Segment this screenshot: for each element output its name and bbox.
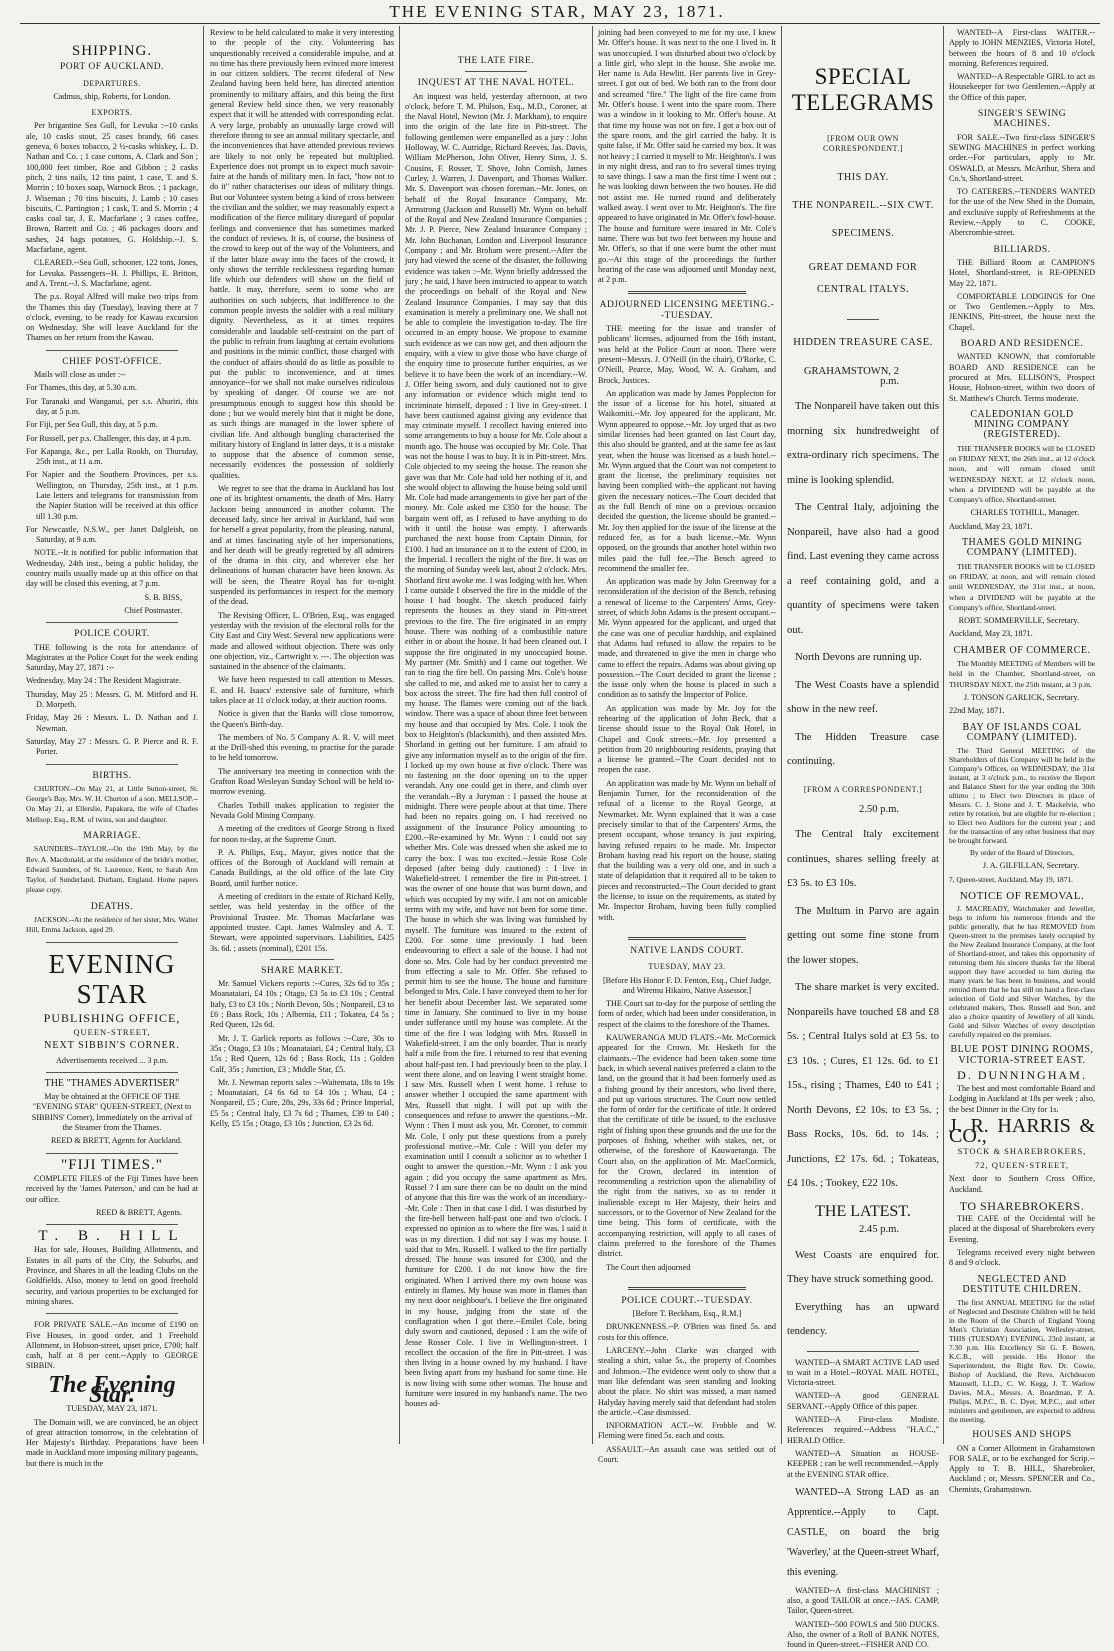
column-rule — [781, 26, 782, 1444]
share-vickers: Mr. Samuel Vickers reports :--Cures, 32s 6d to 35s ; Moanataiari, £4 10s ; Otago, £3 5s to £3 10s ; Central Italy, £3 to £3 10s ; North Devon, 50s ; Nonpareil, £3 to £6 ; Bass Rock, 10s ; Albernia, £11 ; Tokatea, £4 5s ; Red Queen, 12s 6d. — [210, 979, 394, 1030]
divider — [628, 291, 746, 294]
native-text: The Court then adjourned — [606, 1262, 691, 1272]
sharebrokers-ad-2: Telegrams received every night between 8 and 9 o'clock. — [949, 1248, 1095, 1268]
mail-item: For Thames, this day, at 5.30 a.m. — [26, 383, 137, 393]
private-sale-text: FOR PRIVATE SALE.--An income of £190 on Five Houses, in good order, and 1 Freehold Allotment, in Hobson-street, upset price, £700; half cash, half at 8 per cent.--Apply to GEORGE SIBBIN. — [26, 1320, 198, 1371]
chamber-sig: J. TONSON GARLICK, Secretary. — [963, 692, 1079, 702]
police-before: [Before T. Beckham, Esq., R.M.] — [632, 1309, 742, 1319]
news-banks: Notice is given that the Banks will close tomorrow, the Queen's Birth-day. — [210, 709, 394, 729]
houses-heading: HOUSES AND SHOPS — [972, 1430, 1072, 1441]
wanted-ad: WANTED--A Strong LAD as an Apprentice.--Apply to Capt. CASTLE, on board the brig 'Waverley,' at the Queen-street Wharf, this evening. — [787, 1486, 939, 1578]
board-heading: BOARD AND RESIDENCE. — [960, 339, 1084, 350]
singer-heading: SINGER'S SEWING MACHINES. — [977, 109, 1067, 130]
tuesday-line: TUESDAY, MAY 23, 1871. — [66, 1404, 158, 1414]
domain-text: The Domain will, we are convinced, be an object of great attraction tomorrow, in the celebration of Her Majesty's Birthday. Preparations have been made in Auckland more imposing military pageants, but there is much in the — [26, 1417, 198, 1468]
divider — [46, 622, 178, 623]
native-before: [Before His Honor F. D. Fenton, Esq., Chief Judge, and Wiremu Hikairo, Native Assessor.] — [602, 975, 772, 995]
this-day: THIS DAY. — [837, 171, 889, 183]
wanted-ad: WANTED--A good GENERAL SERVANT.--Apply Office of this paper. — [787, 1391, 939, 1411]
divider — [628, 937, 746, 940]
departures-text: Cadmus, ship, Roberts, for London. — [53, 91, 171, 101]
chamber-date: 22nd May, 1871. — [949, 706, 1005, 716]
from-correspondent-2: [FROM A CORRESPONDENT.] — [803, 784, 923, 794]
port-heading: PORT OF AUCKLAND. — [59, 62, 165, 73]
thames-advertiser-text: May be obtained at the OFFICE OF THE "EVENING STAR" QUEEN-STREET, (Next to SIBBINS' Corner), Immediately on the arrival of the Steamer from the Thames. — [31, 1092, 193, 1133]
mail-item: For Russell, per p.s. Challenger, this day, at 4 p.m. — [26, 433, 192, 443]
news-strong: A meeting of the creditors of George Strong is fixed for noon to-day, at the Supreme Court. — [210, 824, 394, 844]
news-kelly: A meeting of creditors in the estate of Richard Kelly, settler, was held yesterday in the office of the Provisional Trustee. Mr. Thomas Macfarlane was appointed trustee. Capt. James Walmsley and A. T. Stewart, were appointed supervisors. Liabilities, £425 3s. 6d. ; assets (nominal), £201 15s. — [210, 892, 394, 953]
column-6 — [949, 28, 1095, 1494]
alfred-text: The p.s. Royal Alfred will make two trips from the Thames this day (Tuesday), leaving there at 7 o'clock, evening, to be ready for Kawau excursion on Wednesday. She will leave Auckland for the Thames on her return from the Kawau. — [26, 292, 198, 343]
editorial-review: Review to be held calculated to make it very interesting to the people of the city. Volunteering has unquestionably received a considerable impulse, and at no time has there previously been evinced more interest in our citizen soldiers. The recent tifederal of New Zealand having been held here, has directed attention prominently to military affairs, and this being the first general Review held since then, we very reasonably expect that it will be attended with corresponding eclat. A very large, probably an unusually large crowd will therefore throng to see an annual military spectacle, and the inconveniences that have attended previous reviews are likely to not only be repeated but multiplied. Experience does not prompt us to expect much savoir-faire at the hands of military men. In fact, "how not to do it" rather characterises our ideas of military things. But our Volunteer system being a kind of cross between the civilian and the soldier, we may reasonably expect a modification of the fierce military disregard of popular feelings and convenience that has sometimes marked the conduct of reviews. It is, of course, the business of the crowd to keep out of the way of the Volunteers, and if the latter blaze away into the faces of the crowd, it only shows the terrible recklessness regarding human life which our defenders will show on the field of battle. It may, therefore, seem to some who are authorities on such subjects, that indifference to the common people invests the soldier with a real military dignity. Nevertheless, as it at times requires considerable and laudable self-restraint on the part of the public to refrain from laughing at certain evolutions and positions in the mimic conflict, those charged with the conduct of affairs should do as little as possible to put the public to inconvenience, and at times annoyance--for we shall not make ourselves ridiculous by speaking of danger. Of course we are not presumptuous enough to suggest how this should be done ; but we would merely hint that it might be done, as such things are managed in the lower sphere of civilian life. And although bungling characterised the military history of England in latter days, it is a mistake to suppose that the absence of common sense, necessarily evidences the possession of soldierly qualities. — [210, 28, 394, 480]
chamber-ad: The Monthly MEETING of Members will be held in the Chamber, Shortland-street, on THURSDAY NEXT, the 25th instant, at 3 p.m. — [949, 659, 1095, 689]
singer-ad: FOR SALE.--Two first-class SINGER'S SEWING MACHINES in perfect working order.--For particulars, apply to Mr. OSWALD, at Messrs. McArthur, Shera and Co.'s, Shortland-street. — [949, 132, 1095, 183]
bay-islands-ad: The Third General MEETING of the Shareholders of this Company will be held in the Company's Offices, on WEDNESDAY, the 31st instant, at 3 o'clock p.m., to receive the Report and Balance Sheet for the year ending the 30th ultimo ; to Elect two Directors in place of Messrs. C. J. Stone and J. T. Mackelvie, who retire by rotation, but are eligible for re-election ; to Elect two Auditors for the current year ; and for the transaction of any other business that may be brought forward. — [949, 746, 1095, 846]
postoffice-heading: CHIEF POST-OFFICE. — [62, 356, 162, 367]
fiji-text: COMPLETE FILES of the Fiji Times have been received by the 'James Paterson,' and can be had at our office. — [26, 1173, 198, 1204]
special-telegrams-heading: SPECIAL TELEGRAMS — [791, 64, 935, 115]
column-rule — [592, 26, 593, 1444]
licensing-text: An application was made by Mr. Joy for the rehearing of the application of John Beck, that a license should issue to the Royal Oak Hotel, in Chapel and Cook streets.--Mr. Joy presented a petition from 20 neighbouring residents, praying that a license be granted.--The Court decided not to reopen the case. — [598, 703, 776, 775]
police-text: INFORMATION ACT.--W. Frobble and W. Fleming were fined 5s. each and costs. — [598, 1421, 776, 1441]
thames-gold-date: Auckland, May 23, 1871. — [949, 629, 1033, 639]
fiji-title: "FIJI TIMES." — [61, 1156, 163, 1173]
thames-gold-heading: THAMES GOLD MINING COMPANY (LIMITED). — [961, 537, 1083, 559]
licensing-text: An application was made by John Greenway for a reconsideration of the decision of the Bench, refusing a renewal of license to the Carpenters' Arms, Grey-street, of which John Adams is the present occupant.--Mr. Wynn appeared for the applicant, and urged that the case was one of peculiar hardship, and explained that Adams had refused to allow the repairs to be made, and threatened to give the men in charge who came to effect the repairs. Adams was about giving up possession.--The Court decided to grant the license ; the issue only when the house is placed in such a condition as to satisfy the Inspector of Police. — [598, 577, 776, 700]
postmaster-signature: S. B. BISS, — [144, 592, 182, 602]
late-fire-heading: THE LATE FIRE. — [457, 56, 535, 66]
houses-ad: ON a Corner Allotment in Grahamstown FOR SALE, or to be exchanged for Scrip.--Apply to T. B. HILL, Sharebroker, Auckland ; or, Messrs. SPENCER and Co., Chemists, Grahamstown. — [949, 1443, 1095, 1494]
hidden-treasure-heading: HIDDEN TREASURE CASE. — [793, 337, 933, 349]
telegram-text: The Central Italy, adjoining the Nonpareil, have also had a good find. Last evening they came across a reef containing gold, and a quantity of specimens were taken out. — [787, 502, 939, 636]
bay-sig: J. A. GILFILLAN, Secretary. — [982, 861, 1079, 871]
sharebrokers-heading: TO SHAREBROKERS. — [959, 1198, 1085, 1213]
bay-islands-heading: BAY OF ISLANDS COAL COMPANY (LIMITED). — [962, 721, 1082, 743]
telegram-text: Everything has an upward tendency. — [787, 1301, 939, 1338]
telegram-text: The West Coasts have a splendid show in the new reef. — [787, 679, 939, 716]
shipping-heading: SHIPPING. — [71, 43, 153, 59]
bay-date: 7, Queen-street, Auckland, May 19, 1871. — [949, 874, 1073, 884]
chamber-heading: CHAMBER OF COMMERCE. — [953, 644, 1091, 656]
telegram-time: 2.50 p.m. — [858, 804, 899, 816]
removal-heading: NOTICE OF REMOVAL. — [959, 890, 1085, 902]
native-date: TUESDAY, MAY 23. — [648, 962, 726, 972]
share-market-heading: SHARE MARKET. — [261, 965, 343, 976]
mails-text: Mails will close as under :-- — [34, 370, 126, 380]
lodgings-ad: COMFORTABLE LODGINGS for One or Two Gentlemen.--Apply to Mrs. JENKINS, Pitt-street, the house next the Chapel. — [949, 291, 1095, 332]
divider — [46, 1313, 178, 1314]
inquest-text: An inquest was held, yesterday afternoon, at two o'clock, before T. M. Philson, Esq., M.D., Coroner, at the Naval Hotel, Newton (Mr. J. Markham), to enquire into the origin of the late fire in Pitt-street. The following gentlemen were empanelled as a jury : John Holloway, W. C. Autridge, Richard Reeves, Jas. Davis, William McPherson, John Oliver, Henry Sims, J. S. Cousins, F. Rosser, T. Shove, John Cornish, James Curley, J. Warren, J. Davenport, and Thomas Walker. Mr. S. Davenport was chosen foreman.--Mr. Jones, on behalf of the Royal Insurance Company, Mr. Armstrong (Jackson and Russell) Mr. Wynn on behalf of the Royal and New Zealand Insurance Companies ; Mr. J. P. Pierce, New Zealand Insurance Company ; Mr. John Buchanan, London and Liverpool Insurance Company ; and Mr. Broham were present.--After the jury had viewed the scene of the disaster, the following evidence was taken :--Mr. Wynn briefly addressed the jury ; he said, I have been instructed to appear to watch the proceedings on behalf of the Royal and New Zealand Insurance Companies. I may say that this examination is merely a preliminary one. We shall not be able to complete the investigation to-day. The fire occurred in an empty house. We propose to examine such evidence as we can now get, and then adjourn the enquiry, with a view to give those who have charge of the enquiry time to prosecute further enquiries, as we believe it to have been the work of an incendiary.--W. J. Offer being sworn, and duly cautioned not to give any information or evidence which might tend to incriminate himself, deposed : I live in Grey-street. I have been cautioned against giving any evidence that may criminate myself. I recollect having entered into some arrangements to buy a house for Mr. Cole about a month ago. The house was occupied by Mr. Cole. That was not the house I was to buy. It is in Pitt-street. Mrs. Cole objected to my seeing the house. The reason she gave was that Mr. Cole had told her nothing of it, and she would object to allowing the house being sold until Mr. Cole had made arrangements to give her part of the money. Mr. Cole asked me £350 for the house. The bargain went off, as I refused to have anything to do with it until the house was empty. I afterwards purchased the next house from Captain Dinnin, for £100. I had an insurance on it to the extent of £200, in the Imperial. I recollect the night of the fire. It was on the morning of Sunday week last, about 2 o'clock. Mrs. Shorland first awoke me. I was lodging with her. When I came outside I observed the fire in the middle of the house I had bought. The sketch produced fairly represents the houses as they stand in Pitt-street previous to the fire. The fire originated in an empty house. There was nothing of a combustible nature either in or about the house. It had been cleaned out. I suppose the fire originated in my unoccupied house. My partner (Mr. Smith) and I came out together. We ran to ring the fire bell. On passing Mrs. Cole's house she called to me, and asked me to assist her to carry a box across the street. The fire had then full control of my house. The flames were coming out of the back window. There was a space of about three feet between my house and that occupied by Mrs. Cole. I took the box to Heighton's (blacksmith), and then assisted Mrs. Shorland in getting out her furniture. I am afraid to give any information myself as to the origin of the fire. I locked up my own house at five o'clock. There was no fastening on the door opening on to the upper verandah. Any one could get in there, and climb over the verandah.--By a Juryman : I passed the house at midnight. There were people about at that time. There had been no repairs going on. I had received no assignment of the Insurance Policy amounting to £200.--Re-examined by Mr. Wynn : I could not say whether Mrs. Cole was dressed when she asked me to carry the box. I was too excited.--Jessie Rose Cole deposed (after being duly cautioned) : I live in Wakefield-street. I remember the fire in Pitt-street. I was the owner of one house that was burnt down, and which was occupied by my wife. I am not on amicable terms with my wife, and have not been for some time. The house in which she was living was furnished by myself. The furniture was insured to the extent of £200. For some time previously I had been endeavouring to effect a sale of the house. I had not done so. Mrs. Cole had by her conduct prevented me from effecting a sale to Mr. Offer. She refused to permit him to see the house. The house and furniture belonged to Mrs. Cole. I have conveyed them to her for her benefit about December last. We separated some time in January. She continued to live in my house under sufferance until my house was complete. At the time of the fire I was lodging with Mrs. Russell in Wakefield-street. I am the only boarder. That is nearly half a mile from the fire. I returned to rest that evening about half-past ten. I had previously been to the play. I went there alone, and on leaving I went straight home. I saw Mrs. Russell when I went home. I refuse to answer whether I occupied the same apartment with Mrs. Russell that night. I will put up with the consequences and refuse to answer the questions.--Mr. Wynn : Then I must ask you, Mr. Coroner, to commit Mr. Cole, I only put these questions from a purely professional motive.--Mr. Cole : Will you defer my examination until I consult a solicitor as to whether I ought to answer the question.--Mr. Wynn : I ask you again ; did you occupy the same apartment as Mrs. Russel ? I am sure there can be no doubt on the mind of anyone that this fire was the work of an incendiary.--Mr. Cole : Then in that case I did. I was disturbed by the fire-bell between half-past one and two o'clock. I expressed no opinion as to where the fire was. I said it was in my direction. I did not say I was my house. I said that to Mrs. Russell. I walked to the fire partially dressed. The house was insured for £300, and the furniture for £200. I do not know how the fire originated. When I arrived there my own house was entirely in flames. My house was more in flames than my next door neighbour's. I believe the fire originated in my house, judging from the state of the conflagration when I got there.--Emilet Cole, being duly sworn and cautioned, deposed : I am the wife of Jesse Rosser Cole. I live in Wellington-street. I recollect the occasion of the fire in Pitt-street. I was then living in a house owned by my husband. I have been living apart from my husband for some time. He is now living with some other woman. The house and furniture were insured in my husband's name. The two houses ad- — [405, 91, 587, 1409]
divider — [628, 1287, 746, 1290]
column-rule — [399, 26, 400, 1444]
masthead-rule — [20, 23, 1100, 24]
harris-heading: J. R. HARRIS & CO., — [949, 1115, 1095, 1148]
police-text: THE following is the rota for attendance of Magistrates at the Police Court for the week ending Saturday, May 27, 1871 :-- — [26, 642, 198, 673]
wanted-ad: WANTED--A First-class Modiste. References required.--Address "H.A.C.," HERALD Office. — [787, 1415, 939, 1445]
births-heading: BIRTHS. — [92, 770, 132, 781]
nonpareil-heading: THE NONPAREIL.--SIX CWT. — [792, 199, 934, 211]
news-company: The members of No. 5 Company A. R. V. will meet at the Drill-shed this evening, to practise for the parade to be held tomorrow. — [210, 732, 394, 763]
police-text: DRUNKENNESS.--P. O'Brien was fined 5s. and costs for this offence. — [598, 1322, 776, 1342]
divider — [847, 319, 879, 320]
news-isaacs: We have been requested to call attention to Messrs. E. and H. Isaacs' extensive sale of furniture, which takes place at 11 o'clock today, at their auction rooms. — [210, 675, 394, 705]
thames-gold-ad: THE TRANSFER BOOKS will be CLOSED on FRIDAY, at noon, and will remain closed until WEDNESDAY, the 31st inst., at noon, when a DIVIDEND will be payable at the Company's office, Shortland-street. — [949, 561, 1095, 612]
telegram-text: West Coasts are enquired for. They have struck something good. — [787, 1249, 939, 1286]
news-mayor: P. A. Philips, Esq., Mayor, gives notice that the offices of the Borough of Auckland will remain at Canada Buildings, at the old office of the late City Board, until further notice. — [210, 847, 394, 888]
divider — [270, 959, 334, 960]
caterers-ad: TO CATERERS.--TENDERS WANTED for the use of the New Shed in the Domain, and exclusive supply of Refreshments at the Review.--Apply to C. COOKE, Abercrombie-street. — [949, 187, 1095, 238]
publishing-office: PUBLISHING OFFICE, — [43, 1010, 181, 1025]
divider — [46, 764, 178, 765]
wanted-ad: WANTED--500 FOWLS and 500 DUCKS. Also, the owner of a Roll of BANK NOTES, found in Queen-street.--FISHER AND CO. — [787, 1619, 939, 1650]
exports-text: Per brigantine Sea Gull, for Levuka :--10 casks ale, 10 casks stout, 25 cases brandy, 66 cases geneva, 6 boxes tobacco, 2 ½-casks whiskey, L. D. Nathan and Co. ; 1 case cottons, A. Clark and Son ; 100,000 feet timber, Roe and Gibbon ; 2 casks pitch, 2 tins nails, 12 tins paint, 1 case, T. and S. Morrin ; 10 boxes soap, Warnock Bros. ; 1 package, J. Wiseman ; 70 tins biscuits, J. Lamb ; 10 cases biscuits, C. Partington ; 1 cask, T. and S. Morrin ; 4 casks coal tar, J. E. Macfarlane ; 3 cases coffee, Brown, Barrett and Co. ; 46 packages doors and sashes, 24 bags potatoes, G. Holdship.--J. S. Macfarlane, agent. — [26, 121, 198, 255]
deaths-text: JACKSON.--At the residence of her sister, Mrs. Walter Hill, Emma Jackson, aged 29. — [26, 915, 198, 935]
billiards-heading: BILLIARDS. — [993, 244, 1051, 255]
divider — [46, 1224, 178, 1225]
divider — [46, 1072, 178, 1073]
inquest-continued: joining had been conveyed to me for my use. I knew Mr. Offer's house. It was next to the one I lived in. It was unoccupied. I was disturbed about two o'clock by a little girl, who slept in the house. She awoke me. Her name is Ada Hewlitt. Her parents live in Grey-street. I got out of bed. We both ran to the front door and screamed "fire." The light of the fire came from Mr. Offer's house. I went into the spare room. There was a window in it looking to Mr. Offer's house. At that time my house was not on fire. I got a box out of the spare room, and the girl carried the baby. It is quite false, if Mr. Offer said he carried my box. It was not heavy ; I carried it myself to Mr. Heighton's. I was in my night dress, and ran to fro several times trying to save things. I saw a man the first time I went out ; he was looking down between the two houses. He did not assist me. He turned round and deliberately walked away. I went over to Mr. Heighton's. The fire appeared to have originated in Mr. Offer's fowl-house. The house and furniture were insured in Mr. Cole's name. There was but two feet between my house and Mr. Offer's, so that if one were burnt the other must go.--At this stage of the proceedings the further hearing of the case was adjourned until Monday next, at 2 p.m. — [598, 28, 776, 285]
mail-item: For Taranaki and Wanganui, per s.s. Ahuriri, this day, at 5 p.m. — [26, 396, 198, 416]
caledonian-date: Auckland, May 23, 1871. — [949, 521, 1033, 531]
fiji-sig: REED & BRETT, Agents. — [95, 1207, 182, 1217]
exports-heading: EXPORTS. — [91, 108, 133, 118]
news-tea: The anniversary tea meeting in connection with the Grafton Road Wesleyan Sunday School will be held to-morrow evening. — [210, 766, 394, 797]
removal-ad: J. MACREADY, Watchmaker and Jeweller, begs to inform his numerous friends and the public generally, that he has REMOVED from Queen-street to the premises lately occupied by the New Zealand Insurance Company, at the foot of Shortland-street, and takes this opportunity of returning them his sincere thanks for the liberal support they have accorded to him during the many years he has been in business, and would remind them that he has still on hand a first-class selection of Gold and Silver Watches, by the celebrated makers, Thos. Russell and Son, and also a choice quantity of Jewellery of all kinds. Gold and Silver Watches of every description carefully repaired on the premises. — [949, 904, 1095, 1040]
caledonian-ad: THE TRANSFER BOOKS will be CLOSED on FRIDAY NEXT, the 26th inst., at 12 o'clock noon, and will remain closed until WEDNESDAY NEXT, at 12 o'clock noon, when a DIVIDEND will be payable at the Company's office, Shortland-street. — [949, 443, 1095, 505]
divider — [465, 71, 527, 72]
dunningham: D. DUNNINGHAM. — [957, 1067, 1087, 1082]
licensing-text: An application was made by James Popplecton for the issue of a license for his hotel, situated at Waikomiti.--Mr. Joy appeared for the applicant, Mr. Wynn appeared to oppose.--Mr. Joy urged that as two similar licenses had been granted on last Court day, this also should be granted, and at the same fee as last year, when the house was licensed as a bush hotel.--Mr. Wynn argued that the Court was not competent to grant the license, the preliminary requisites not having been complied with--the applicant not having given the necessary notices.--The Court decided that as the full Bench of nine on a previous occasion decided the question, the license should be granted.--Mr. Joy then applied for the issue of the license at the reduced fee, as for a bush license.--Mr. Wynn opposed, on the grounds that another hotel within two miles paid the full fee.--The Bench agreed to recommend the smaller fee. — [598, 388, 776, 573]
caledonian-heading: CALEDONIAN GOLD MINING COMPANY (REGISTERED). — [970, 408, 1074, 441]
wanted-girl-ad: WANTED--A Respectable GIRL to act as Housekeeper for two Gentlemen.--Apply at the Office of this paper. — [949, 72, 1095, 102]
licensing-text: An application was made by Mr. Wynn on behalf of Benjamin Turner, for the reconsideration of the refusal of a license to the Royal George, at Newmarket. Mr. Wynn explained that it was a case precisely similar to that of the Carpenters' Arms, the present occupant, whose tenancy is just expiring, having refused repairs to be made. Mr. Inspector Broham having read his report on the house, stating that the building was a very old one, and in such a state of delapidation that it required all to be taken to pieces and reconstructed.--The Court decided to grant the license, to issue on the requirements, as stated by Mr. Inspector Broham, having been fully complied with. — [598, 778, 776, 922]
telegram-text: The Multum in Parvo are again getting out some fine stone from the lower stopes. — [787, 905, 939, 966]
bay-order: By order of the Board of Directors, — [969, 848, 1075, 858]
rota-item: Friday, May 26 : Messrs. L. D. Nathan and J. Newman. — [26, 713, 198, 733]
blue-post-ad: The best and most comfortable Board and Lodging in Auckland at 18s per week ; also, the best Dinner in the City for 1s. — [949, 1084, 1095, 1114]
deaths-heading: DEATHS. — [90, 901, 134, 912]
neglected-heading: NEGLECTED AND DESTITUTE CHILDREN. — [962, 1273, 1082, 1295]
marriage-heading: MARRIAGE. — [83, 831, 141, 841]
native-lands-heading: NATIVE LANDS COURT. — [630, 945, 744, 956]
mail-item: For Napier and the Southern Provinces, per s.s. Wellington, on Thursday, 25th inst., at 1 p.m. Late letters and telegrams for transmission from the Napier Station will be received at this office till 1.30 p.m. — [26, 470, 198, 521]
billiards-ad: THE Billiard Room at CAMPION'S Hotel, Shortland-street, is RE-OPENED May 22, 1871. — [949, 257, 1095, 288]
harris-sub: STOCK & SHAREBROKERS, — [957, 1145, 1087, 1156]
postmaster-title: Chief Postmaster. — [124, 605, 182, 615]
harris-addr: 72, QUEEN-STREET, — [974, 1159, 1070, 1170]
share-newman: Mr. J. Newman reports sales :--Waitemata, 18s to 19s ; Moanataiari, £4 6s 6d to £4 10s ; Whau, £4 ; Nonpareil, £5 ; Cure, 28s, 29s, 33s 6d ; Prince Imperial, £5 5s ; Central Italy, £3 7s 6d ; Thames, £39 to £40 ; Kelly, £5 15s ; Otago, £3 10s ; Junction, £3 2s 6d. — [210, 1077, 394, 1128]
column-3 — [405, 28, 587, 1442]
caledonian-sig: CHARLES TOTHILL, Manager. — [970, 508, 1079, 518]
latest-time: 2.45 p.m. — [858, 1224, 899, 1236]
telegram-text: North Devons are running up. — [795, 652, 922, 664]
telegram-text: The Nonpareil have taken out this morning six hundredweight of extra-ordinary rich specimens. The mine is looking splendid. — [787, 401, 939, 486]
column-2 — [210, 28, 394, 1442]
queen-street: QUEEN-STREET, — [73, 1026, 151, 1037]
specimens-heading: SPECIMENS. — [831, 228, 895, 240]
native-text: THE Court sat to-day for the purpose of settling the form of order, which had been under consideration, in respect of the claims to the foreshore of the Thames. — [598, 999, 776, 1029]
ads-received: Advertisements received ... 3 p.m. — [55, 1055, 169, 1065]
wanted-waiter-ad: WANTED--A First-class WAITER.--Apply to JOHN MENZIES, Victoria Hotel, between the hours of 8 and 10 o'clock morning. References required. — [949, 28, 1095, 68]
police-text: LARCENY.--John Clarke was charged with stealing a shirt, value 5s., the property of Coombes and Johnson.--The evidence went only to show that a man like defendant was seen standing and looking about the place. No shirt was missed, a man named Halyday having merely said that defendant had stolen the article.--Case dismissed. — [598, 1346, 776, 1417]
evening-star-gothic-title: The Evening Star. — [48, 1371, 176, 1408]
column-5 — [787, 28, 939, 1650]
masthead-title: THE EVENING STAR, MAY 23, 1871. — [389, 2, 725, 21]
wanted-ad: WANTED--A first-class MACHINIST ; also, a good TAILOR at once.--JAS. CAMP, Tailor, Queen-street. — [787, 1585, 939, 1616]
board-ad: WANTED KNOWN, that comfortable BOARD AND RESIDENCE can be procured at Mrs. ELLISON'S, Prospect House, Hobson-street, within two doors of St. Matthew's Church. Terms moderate. — [949, 352, 1095, 403]
news-tothill: Charles Tothill makes application to register the Nevada Gold Mining Company. — [210, 800, 394, 820]
inquest-heading: INQUEST AT THE NAVAL HOTEL. — [417, 78, 575, 89]
divider — [46, 942, 178, 943]
thames-gold-sig: ROBT. SOMMERVILLE, Secretary. — [958, 616, 1079, 626]
police-heading: POLICE COURT. — [74, 629, 150, 640]
departures-heading: DEPARTURES. — [83, 78, 141, 88]
marriage-text: SAUNDERS--TAYLOR.--On the 19th May, by the Rev. A. Macdonald, at the residence of the bride's mother, Edward Saunders, of St. Laurence, Kent, to Sarah Ann Taylor, of Sunderland, Durham, England. Home papers please copy. — [26, 844, 198, 895]
blue-post-heading: BLUE POST DINING ROOMS, VICTORIA-STREET EAST. — [950, 1044, 1094, 1066]
native-text: KAUWERANGA MUD FLATS.--Mr. McCormick appeared for the Crown. Mr. Hesketh for the claimants.--The evidence had been taken some time back, in which several natives preferred a claim to the land, on the ground that it had been formerly used as a fishing ground by their ancestors, who lived there, and put up various structures. The Court now settled the form of order for the certificate of title. It ordered that the certificate of title be issued, to the exclusive right of fishing upon these grounds and the use for the purposes of fishing, whether with stakes, net, or otherwise, of the foreshore of Kauwaeranga. The Court also, on the application of Mr. MacCormick, for the Crown, declared its intention of recommending a restriction upon the alienability of the right from the natives, so as to render it inalienable except to Her Majesty, their heirs and successors, or to the Governor of New Zealand for the time being. This form of certificate, with the accompanying restriction, will apply to all cases of claims preferred to the foreshore of the Thames district. — [598, 1033, 776, 1259]
sharebrokers-ad: THE CAFE of the Occidental will be placed at the disposal of Sharebrokers every Evening. — [949, 1214, 1095, 1244]
licensing-heading: ADJOURNED LICENSING MEETING.--TUESDAY. — [599, 300, 775, 321]
hill-heading: T. B. HILL — [38, 1228, 186, 1245]
great-demand-heading: GREAT DEMAND FOR CENTRAL ITALYS. — [808, 262, 918, 296]
thames-advertiser-sig: REED & BRETT, Agents for Auckland. — [50, 1136, 182, 1146]
share-garlick: Mr. J. T. Garlick reports as follows :--Cure, 30s to 35s ; Otago, £3 10s ; Moanataiari, £4 ; Central Italy, £3 15s ; Red Queen, 12s 6d ; Bass Rock, 11s ; Golden Calf, 35s ; Junction, £3 ; Middle Star, £5. — [210, 1033, 394, 1074]
births-text: CHURTON.--On May 21, at Little Sutton-street, St. George's Bay, Mrs. W. H. Churton of a son. MELLSOP.--On May 21, at Ellerslie, Papakura, the wife of Charles Mellsop, Esq., R.M. of twins, son and daughter. — [26, 783, 198, 824]
licensing-text: THE meeting for the issue and transfer of publicans' licenses, adjourned from the 16th instant, was held at the Police Court at noon. There were present--Messrs. J. O'Neill (in the chair), O'Rorke, C. O'Neill, Pearce, May, Wood, W. A. Graham, and Brock, Justices. — [598, 324, 776, 385]
telegram-text: The Central Italy excitement continues, shares selling freely at £3 5s. to £3 10s. — [787, 829, 939, 890]
column-4 — [598, 28, 776, 1464]
mail-item: For Newcastle, N.S.W., per Janet Dalgleish, on Saturday, at 9 a.m. — [26, 524, 198, 545]
column-1 — [26, 28, 198, 1468]
latest-heading: THE LATEST. — [815, 1202, 911, 1220]
thames-advertiser-heading: THE "THAMES ADVERTISER" — [44, 1077, 180, 1089]
evening-star-title: EVENING STAR — [48, 948, 176, 1009]
rota-item: Wednesday, May 24 : The Resident Magistrate. — [26, 676, 182, 686]
divider — [46, 350, 178, 351]
column-rule — [943, 26, 944, 1444]
wanted-ad: WANTED--A Situation as HOUSE-KEEPER ; can be well recommended.--Apply at the EVENING STAR office. — [787, 1448, 939, 1479]
police-text: ASSAULT.--An assault case was settled out of Court. — [598, 1444, 776, 1464]
rota-item: Saturday, May 27 : Messrs. G. P. Pierce and R. F. Porter. — [26, 736, 198, 757]
divider — [46, 1153, 178, 1154]
column-rule — [203, 26, 204, 1444]
mail-item: For Kapanga, &c., per Lalla Rookh, on Thursday, 25th inst., at 11 a.m. — [26, 446, 198, 467]
news-revising: The Revising Officer, L. O'Brien, Esq., was engaged yesterday with the revision of the electoral rolls for the City East and City West. Several new applications were made and allowed without objection. There was only one objection, viz., Cartwright v. ---. The objection was sustained in the absence of the claimants. — [210, 610, 394, 672]
divider — [807, 1351, 919, 1352]
masthead — [0, 0, 1114, 22]
next-sibbins: NEXT SIBBIN'S CORNER. — [44, 1040, 180, 1052]
note-text: NOTE.--It is notified for public information that Wednesday, 24th inst., being a public holiday, the country mails usually made up at this office on that day will be closed this evening, at 7 p.m. — [26, 548, 198, 589]
neglected-ad: The first ANNUAL MEETING for the relief of Neglected and Destitute Children will be held in the Room of the Church of England Young Men's Christian Association, Wellesley-street, THIS (TUESDAY) EVENING, 23rd instant, at 7.30 p.m. His Excellency Sir G. F. Bowen, K.C.B., will preside. His Honor the Superintendent, the Right Rev. Dr. Cowie, Bishop of Auckland, the Revs. Archdeacon Maunsell, LL.D., C. W. Kegg, J. T. Warlow Davies, M.A., Messrs. A. Boardman, P. A. Philips, M.P.C., B. C. Dyer, M.P.C., and other ministers and gentlemen, are expected to address the meeting. — [949, 1298, 1095, 1425]
harris-next: Next door to Southern Cross Office, Auckland. — [949, 1174, 1095, 1194]
police-court-heading: POLICE COURT.--TUESDAY. — [621, 1295, 753, 1306]
telegram-text: The share market is very excited. Nonpareils have touched £8 and £8 5s. ; Central Italys sold at £3 5s. to £3 10s. ; Cures, £1 12s. 6d. to £1 15s., rising ; Thames, £40 to £41 ; North Devons, £2 10s. to £3 5s. ; Bass Rocks, 10s. 6d. to 14s. ; Junctions, £2 17s. 6d. ; Tokateas, £4 10s. ; Tookey, £22 10s. — [787, 982, 939, 1190]
from-correspondent: [FROM OUR OWN CORRESPONDENT.] — [822, 134, 904, 154]
rota-item: Thursday, May 25 : Messrs. G. M. Mitford and H. D. Morpeth. — [26, 689, 198, 710]
grahamstown-time: GRAHAMSTOWN, 2 p.m. — [803, 365, 899, 388]
cleared-text: CLEARED.--Sea Gull, schooner, 122 tons, Jones, for Levuka. Passengers--H. J. Phillips, E. Britton, and A. Trent.--J. S. Macfarlane, agent. — [26, 258, 198, 288]
mail-item: For Fiji, per Sea Gull, this day, at 5 p.m. — [26, 420, 158, 430]
telegram-text: The Hidden Treasure case continuing. — [787, 731, 939, 768]
news-jackson: We regret to see that the drama in Auckland has lost one of its brightest ornaments, the death of Mrs. Harry Jackson being announced in another column. The deceased lady, since her arrival in Auckland, had won for herself a great popularity, from the pleasing, natural, and at times fascinating style of her impersonations, and her death will be greatly regretted by all admirers of the drama in this city, and wherever else her delineations of human character have been known. As will be seen, the Theatre Royal has for to-night suspended its performances in respect for the memory of the dead. — [210, 484, 394, 607]
wanted-ad: WANTED--A SMART ACTIVE LAD used to wait in a Hotel.--ROYAL MAIL HOTEL, Victoria-street. — [787, 1357, 939, 1388]
hill-text: Has for sale, Houses, Building Allotments, and Estates in all parts of the City, the Suburbs, and Province, and Shares in all the leading Clubs on the Goldfields. Also, money to lend on good freehold security, and various properties to be exchanged for mining shares. — [26, 1245, 198, 1306]
